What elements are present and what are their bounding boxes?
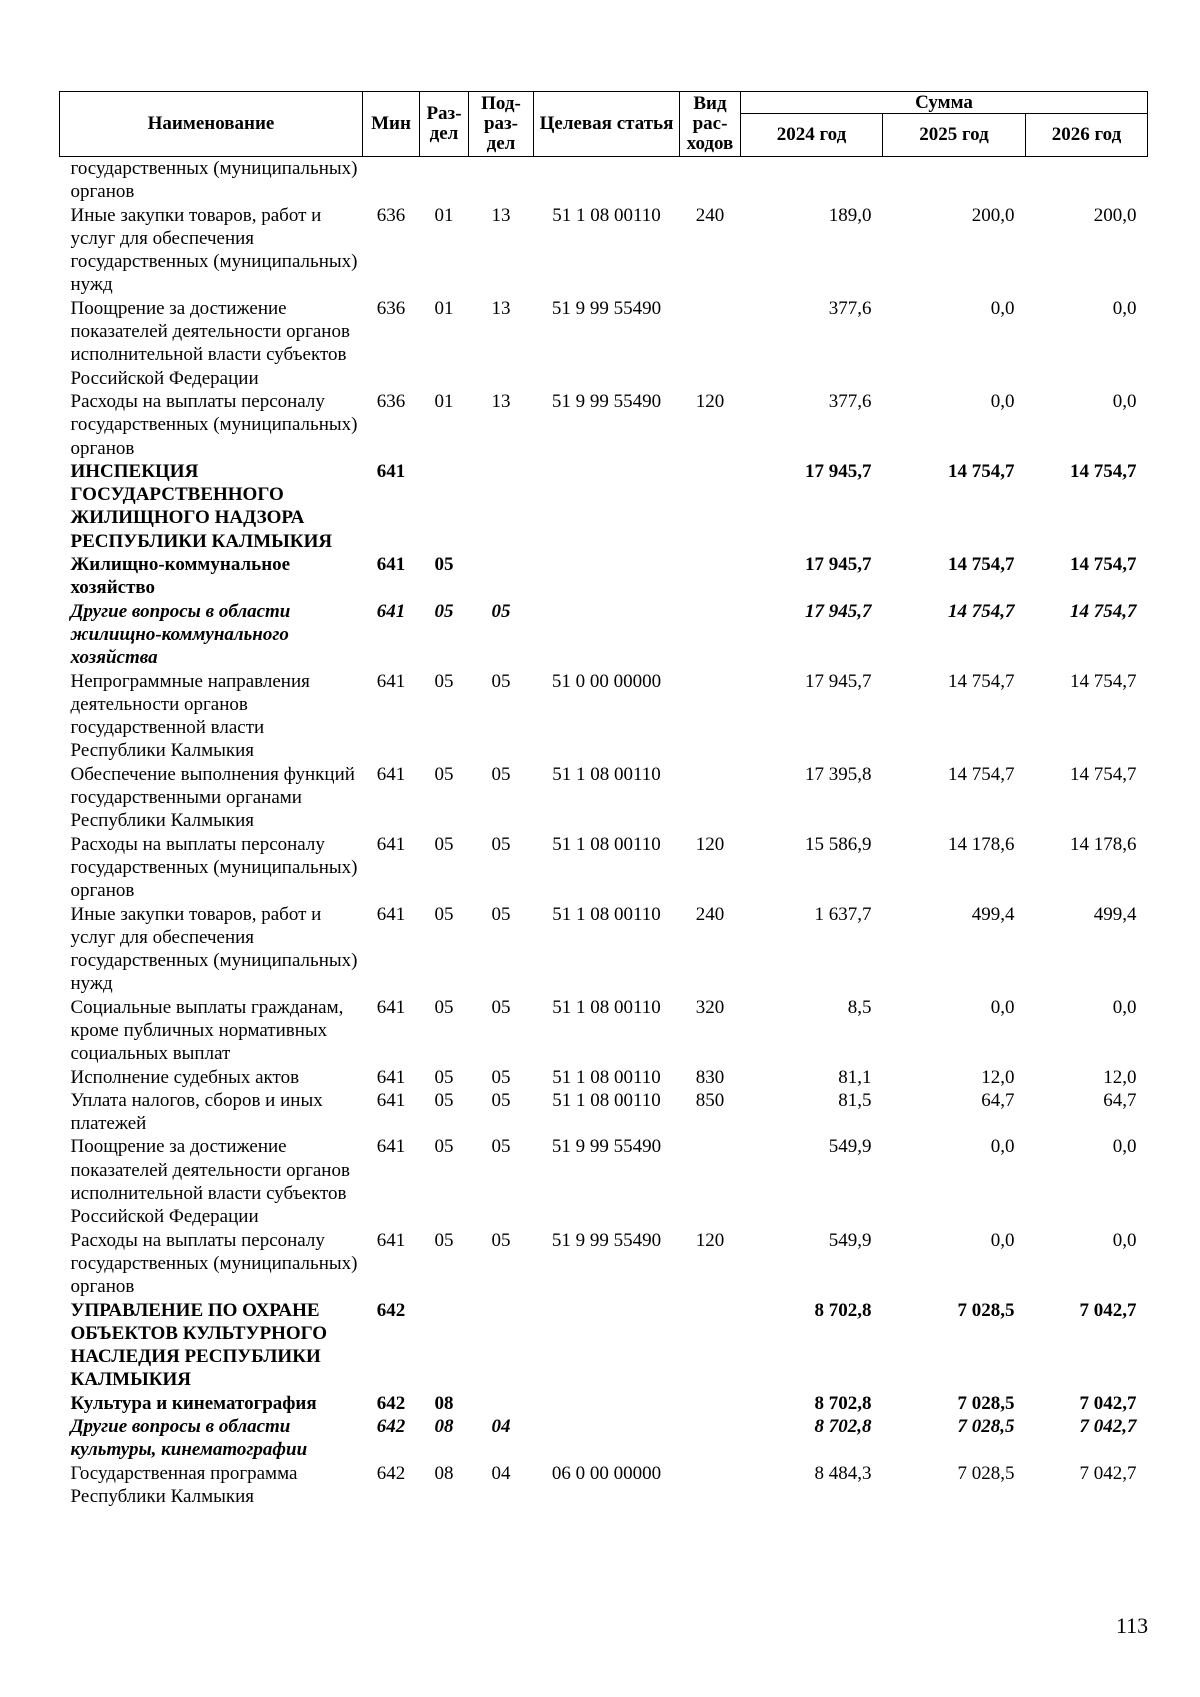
row-vid-raskhodov: 120 xyxy=(695,1229,725,1251)
row-razdel: 05 xyxy=(434,763,454,785)
row-min: 641 xyxy=(376,1089,406,1111)
row-sum-2025: 0,0 xyxy=(990,1136,1015,1158)
table-row xyxy=(60,1135,1148,1228)
budget-table xyxy=(59,91,1148,1508)
row-name: Уплата налогов, сборов и иных платежей xyxy=(70,1089,323,1135)
row-podrazdel: 05 xyxy=(491,763,511,785)
header-year-2026: 2026 год xyxy=(1026,114,1148,157)
table-header xyxy=(60,92,1148,157)
header-vid-raskhodov: Вид рас- ходов xyxy=(680,92,741,157)
row-celevaya-statya: 51 1 08 00110 xyxy=(552,996,661,1018)
row-min: 641 xyxy=(376,1136,406,1158)
row-sum-2024: 549,9 xyxy=(828,1229,872,1251)
row-sum-2025: 64,7 xyxy=(981,1089,1015,1111)
row-podrazdel: 05 xyxy=(491,670,511,692)
row-celevaya-statya: 06 0 00 00000 xyxy=(551,1462,662,1484)
row-podrazdel: 13 xyxy=(491,204,511,226)
row-podrazdel xyxy=(469,553,534,600)
row-name: Исполнение судебных актов xyxy=(70,1066,300,1088)
row-sum-2025: 0,0 xyxy=(990,297,1015,319)
table-row xyxy=(60,996,1148,1066)
row-celevaya-statya: 51 1 08 00110 xyxy=(552,1066,661,1088)
table-row xyxy=(60,670,1148,763)
table-row xyxy=(60,1299,1148,1392)
row-sum-2026 xyxy=(1026,157,1148,204)
page-number: 113 xyxy=(1116,1613,1149,1638)
row-razdel: 01 xyxy=(434,297,454,319)
row-vid-raskhodov xyxy=(680,1462,741,1509)
row-vid-raskhodov xyxy=(680,157,741,204)
row-min: 641 xyxy=(376,903,406,925)
table-row xyxy=(60,1392,1148,1415)
row-podrazdel: 05 xyxy=(491,996,511,1018)
row-name: Другие вопросы в области культуры, кинематографии xyxy=(70,1416,308,1461)
row-min: 641 xyxy=(376,1229,406,1251)
row-min: 641 xyxy=(376,763,406,785)
row-sum-2026: 7 042,7 xyxy=(1079,1392,1137,1414)
row-sum-2024: 8 702,8 xyxy=(814,1416,872,1438)
row-sum-2025: 14 754,7 xyxy=(948,763,1015,785)
row-vid-raskhodov: 120 xyxy=(695,390,725,412)
row-min: 641 xyxy=(376,996,406,1018)
row-celevaya-statya: 51 1 08 00110 xyxy=(552,833,661,855)
row-celevaya-statya: 51 9 99 55490 xyxy=(551,390,662,412)
row-sum-2024: 8,5 xyxy=(847,996,872,1018)
row-name: Расходы на выплаты персоналу государственных (муниципальных) органов xyxy=(70,833,358,902)
row-celevaya-statya xyxy=(534,1392,680,1415)
row-name: Государственная программа Республики Калмыкия xyxy=(70,1462,298,1507)
row-podrazdel xyxy=(469,460,534,553)
row-razdel: 05 xyxy=(434,996,454,1018)
row-celevaya-statya: 51 0 00 00000 xyxy=(551,670,662,692)
row-sum-2025: 14 754,7 xyxy=(948,554,1015,576)
row-vid-raskhodov: 830 xyxy=(695,1066,725,1088)
row-razdel xyxy=(420,157,469,204)
row-sum-2024: 17 945,7 xyxy=(805,460,872,482)
row-vid-raskhodov xyxy=(680,670,741,763)
row-podrazdel: 13 xyxy=(491,390,511,412)
row-celevaya-statya: 51 1 08 00110 xyxy=(552,204,661,226)
row-name: Расходы на выплаты персоналу государственных (муниципальных) органов xyxy=(70,390,358,459)
row-vid-raskhodov: 240 xyxy=(695,204,725,226)
table-row xyxy=(60,833,1148,903)
header-summa: Сумма xyxy=(741,92,1148,114)
row-sum-2026: 14 754,7 xyxy=(1070,763,1137,785)
row-sum-2026: 12,0 xyxy=(1103,1066,1137,1088)
table-row xyxy=(60,1462,1148,1509)
table-row xyxy=(60,390,1148,460)
row-razdel: 05 xyxy=(434,1136,454,1158)
row-razdel: 01 xyxy=(434,204,454,226)
row-razdel: 01 xyxy=(434,390,454,412)
row-razdel xyxy=(420,1299,469,1392)
row-sum-2025: 7 028,5 xyxy=(957,1299,1015,1321)
row-sum-2026: 0,0 xyxy=(1112,297,1137,319)
row-celevaya-statya xyxy=(534,553,680,600)
row-name: Обеспечение выполнения функций государственными органами Республики Калмыкия xyxy=(70,763,355,832)
row-vid-raskhodov: 240 xyxy=(695,903,725,925)
row-sum-2026: 64,7 xyxy=(1103,1089,1137,1111)
row-sum-2026: 14 178,6 xyxy=(1070,833,1137,855)
row-sum-2025: 12,0 xyxy=(981,1066,1015,1088)
row-celevaya-statya: 51 1 08 00110 xyxy=(552,763,661,785)
header-podrazdel: Под- раз- дел xyxy=(469,92,534,157)
row-sum-2025: 0,0 xyxy=(990,1229,1015,1251)
row-sum-2024: 8 484,3 xyxy=(814,1462,872,1484)
row-podrazdel: 05 xyxy=(491,1229,511,1251)
row-sum-2024: 8 702,8 xyxy=(814,1299,872,1321)
row-celevaya-statya xyxy=(534,1299,680,1392)
row-sum-2025: 7 028,5 xyxy=(957,1416,1015,1438)
row-razdel: 08 xyxy=(434,1462,454,1484)
row-vid-raskhodov: 320 xyxy=(695,996,725,1018)
row-podrazdel: 05 xyxy=(491,1089,511,1111)
header-min: Мин xyxy=(363,92,420,157)
row-name: Иные закупки товаров, работ и услуг для обеспечения государственных (муниципальных) нужд xyxy=(70,204,358,296)
row-vid-raskhodov xyxy=(680,763,741,833)
row-celevaya-statya xyxy=(534,157,680,204)
row-sum-2025: 0,0 xyxy=(990,390,1015,412)
table-row xyxy=(60,297,1148,390)
row-name: Социальные выплаты гражданам, кроме публичных нормативных социальных выплат xyxy=(70,996,344,1065)
table-row xyxy=(60,1089,1148,1136)
row-sum-2024: 189,0 xyxy=(828,204,872,226)
row-podrazdel xyxy=(469,157,534,204)
header-razdel: Раз- дел xyxy=(420,92,469,157)
row-min: 642 xyxy=(376,1392,406,1414)
row-razdel: 08 xyxy=(434,1392,454,1414)
table-row xyxy=(60,763,1148,833)
row-name: УПРАВЛЕНИЕ ПО ОХРАНЕ ОБЪЕКТОВ КУЛЬТУРНОГО НАСЛЕДИЯ РЕСПУБЛИКИ КАЛМЫКИЯ xyxy=(70,1299,328,1391)
table-row xyxy=(60,204,1148,297)
row-podrazdel: 05 xyxy=(491,833,511,855)
row-sum-2024: 549,9 xyxy=(828,1136,872,1158)
row-name: Поощрение за достижение показателей деятельности органов исполнительной власти субъектов Российской Федерации xyxy=(70,297,350,389)
row-sum-2024 xyxy=(741,157,883,204)
row-sum-2025: 200,0 xyxy=(971,204,1015,226)
row-vid-raskhodov xyxy=(680,297,741,390)
row-razdel: 05 xyxy=(434,1089,454,1111)
row-sum-2026: 14 754,7 xyxy=(1070,460,1137,482)
row-sum-2024: 15 586,9 xyxy=(805,833,872,855)
row-min: 641 xyxy=(376,460,406,482)
row-sum-2026: 7 042,7 xyxy=(1079,1462,1137,1484)
row-sum-2025 xyxy=(883,157,1026,204)
table-row xyxy=(60,1229,1148,1299)
row-min: 636 xyxy=(376,390,406,412)
row-celevaya-statya xyxy=(534,1415,680,1462)
row-sum-2025: 14 754,7 xyxy=(948,460,1015,482)
row-podrazdel xyxy=(469,1299,534,1392)
row-min: 636 xyxy=(376,204,406,226)
row-vid-raskhodov xyxy=(680,1415,741,1462)
row-min: 641 xyxy=(376,600,406,622)
row-sum-2024: 377,6 xyxy=(828,297,872,319)
row-sum-2026: 0,0 xyxy=(1112,996,1137,1018)
row-name: Непрограммные направления деятельности органов государственной власти Республики Калмыкия xyxy=(70,670,310,762)
row-razdel xyxy=(420,460,469,553)
row-sum-2024: 17 395,8 xyxy=(805,763,872,785)
row-name: Культура и кинематография xyxy=(70,1392,317,1414)
row-razdel: 05 xyxy=(434,670,454,692)
table-body xyxy=(60,157,1148,1509)
row-sum-2025: 0,0 xyxy=(990,996,1015,1018)
row-sum-2025: 14 754,7 xyxy=(948,670,1015,692)
row-sum-2025: 499,4 xyxy=(971,903,1015,925)
row-vid-raskhodov xyxy=(680,553,741,600)
header-year-2025: 2025 год xyxy=(883,114,1026,157)
row-vid-raskhodov xyxy=(680,1299,741,1392)
row-min: 636 xyxy=(376,297,406,319)
row-min: 641 xyxy=(376,833,406,855)
row-min xyxy=(363,157,420,204)
row-min: 642 xyxy=(376,1462,406,1484)
row-sum-2026: 14 754,7 xyxy=(1070,670,1137,692)
header-celevaya-statya: Целевая статья xyxy=(534,92,680,157)
row-vid-raskhodov xyxy=(680,1135,741,1228)
row-razdel: 05 xyxy=(434,600,454,622)
row-vid-raskhodov: 850 xyxy=(695,1089,725,1111)
row-razdel: 05 xyxy=(434,1229,454,1251)
row-sum-2024: 1 637,7 xyxy=(814,903,872,925)
table-row xyxy=(60,553,1148,600)
row-min: 641 xyxy=(376,1066,406,1088)
table-row xyxy=(60,460,1148,553)
row-name: Поощрение за достижение показателей деятельности органов исполнительной власти субъектов Российской Федерации xyxy=(70,1136,350,1228)
row-sum-2025: 7 028,5 xyxy=(957,1462,1015,1484)
row-name: Другие вопросы в области жилищно-коммунального хозяйства xyxy=(70,600,291,669)
row-podrazdel: 05 xyxy=(491,1066,511,1088)
table-row xyxy=(60,1066,1148,1089)
row-sum-2026: 0,0 xyxy=(1112,1136,1137,1158)
row-sum-2024: 81,1 xyxy=(838,1066,872,1088)
row-vid-raskhodov xyxy=(680,600,741,670)
row-podrazdel: 13 xyxy=(491,297,511,319)
row-name: Расходы на выплаты персоналу государственных (муниципальных) органов xyxy=(70,1229,358,1298)
row-sum-2025: 7 028,5 xyxy=(957,1392,1015,1414)
row-sum-2026: 7 042,7 xyxy=(1079,1416,1137,1438)
row-podrazdel: 05 xyxy=(491,903,511,925)
row-sum-2024: 377,6 xyxy=(828,390,872,412)
row-min: 641 xyxy=(376,670,406,692)
row-sum-2025: 14 754,7 xyxy=(948,600,1015,622)
table-row xyxy=(60,600,1148,670)
table-row xyxy=(60,1415,1148,1462)
table-row xyxy=(60,903,1148,996)
row-celevaya-statya xyxy=(534,460,680,553)
row-sum-2024: 81,5 xyxy=(838,1089,872,1111)
row-celevaya-statya xyxy=(534,600,680,670)
row-sum-2024: 17 945,7 xyxy=(805,600,872,622)
header-year-2024: 2024 год xyxy=(741,114,883,157)
row-sum-2026: 499,4 xyxy=(1093,903,1137,925)
row-razdel: 05 xyxy=(434,833,454,855)
row-celevaya-statya: 51 9 99 55490 xyxy=(551,1229,662,1251)
row-sum-2026: 0,0 xyxy=(1112,390,1137,412)
row-razdel: 05 xyxy=(434,1066,454,1088)
row-razdel: 05 xyxy=(434,554,454,576)
row-name: Иные закупки товаров, работ и услуг для обеспечения государственных (муниципальных) нужд xyxy=(70,903,358,995)
row-min: 642 xyxy=(376,1299,406,1321)
row-podrazdel: 05 xyxy=(491,1136,511,1158)
row-vid-raskhodov: 120 xyxy=(695,833,725,855)
row-sum-2026: 14 754,7 xyxy=(1070,600,1137,622)
row-min: 641 xyxy=(376,554,406,576)
header-name: Наименование xyxy=(60,92,363,157)
row-sum-2026: 14 754,7 xyxy=(1070,554,1137,576)
row-sum-2024: 8 702,8 xyxy=(814,1392,872,1414)
table-row xyxy=(60,157,1148,204)
row-celevaya-statya: 51 1 08 00110 xyxy=(552,903,661,925)
row-sum-2026: 200,0 xyxy=(1093,204,1137,226)
row-podrazdel xyxy=(469,1392,534,1415)
row-sum-2024: 17 945,7 xyxy=(805,670,872,692)
row-celevaya-statya: 51 1 08 00110 xyxy=(552,1089,661,1111)
row-sum-2026: 7 042,7 xyxy=(1079,1299,1137,1321)
row-podrazdel: 04 xyxy=(491,1416,511,1438)
row-name: Жилищно-коммунальное хозяйство xyxy=(70,554,291,599)
row-razdel: 08 xyxy=(434,1416,454,1438)
row-sum-2026: 0,0 xyxy=(1112,1229,1137,1251)
row-razdel: 05 xyxy=(434,903,454,925)
row-celevaya-statya: 51 9 99 55490 xyxy=(551,297,662,319)
row-vid-raskhodov xyxy=(680,1392,741,1415)
row-name: государственных (муниципальных) органов xyxy=(70,158,358,203)
row-sum-2024: 17 945,7 xyxy=(805,554,872,576)
row-min: 642 xyxy=(376,1416,406,1438)
row-podrazdel: 05 xyxy=(491,600,511,622)
row-name: ИНСПЕКЦИЯ ГОСУДАРСТВЕННОГО ЖИЛИЩНОГО НАДЗОРА РЕСПУБЛИКИ КАЛМЫКИЯ xyxy=(70,460,333,552)
row-podrazdel: 04 xyxy=(491,1462,511,1484)
row-celevaya-statya: 51 9 99 55490 xyxy=(551,1136,662,1158)
row-sum-2025: 14 178,6 xyxy=(948,833,1015,855)
row-vid-raskhodov xyxy=(680,460,741,553)
